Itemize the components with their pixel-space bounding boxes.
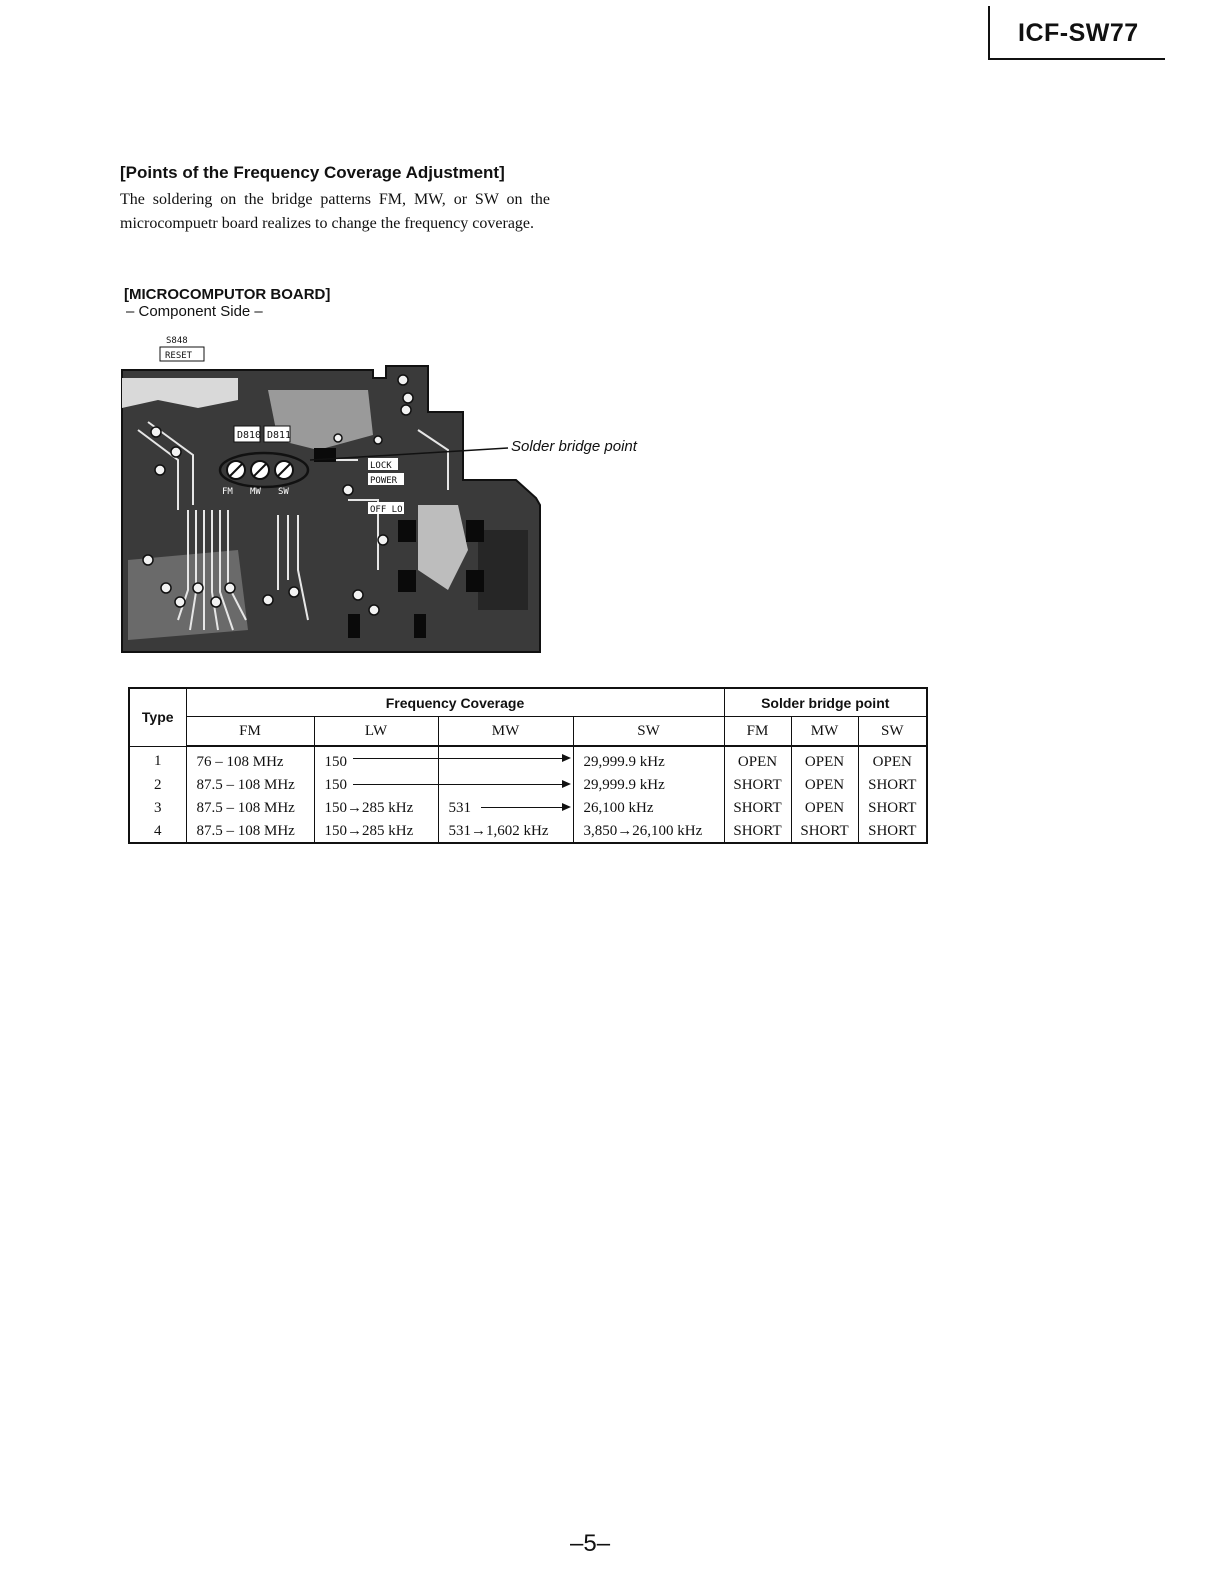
lw-range-cell: 150→285 kHz <box>314 819 438 843</box>
off-lock-label: OFF LO <box>370 505 403 515</box>
board-title: [MICROCOMPUTOR BOARD] <box>124 286 331 303</box>
col-header-mw: MW <box>438 717 573 747</box>
copper-area-bottom-right <box>478 530 528 610</box>
range-arrow-head <box>562 780 571 788</box>
fm-range-cell: 87.5 – 108 MHz <box>186 819 314 843</box>
fm-range-cell: 76 – 108 MHz <box>186 746 314 773</box>
solder-fm-cell: SHORT <box>724 796 791 819</box>
reset-label: RESET <box>165 351 193 361</box>
range-arrow-line <box>439 758 564 759</box>
board-subtitle: – Component Side – <box>126 303 263 320</box>
mw-range-cell <box>438 773 573 796</box>
type-cell: 2 <box>129 773 186 796</box>
model-header-box <box>988 6 1165 60</box>
sw-range-cell: 29,999.9 kHz <box>573 746 724 773</box>
mw-range-cell <box>438 796 573 819</box>
solder-bridge-header: Solder bridge point <box>724 688 927 717</box>
frequency-coverage-header: Frequency Coverage <box>186 688 724 717</box>
section-title: [Points of the Frequency Coverage Adjustment] <box>120 163 505 182</box>
col-header-solder-mw: MW <box>791 717 858 747</box>
table-row <box>129 773 927 796</box>
mw-range-text: 531 <box>448 799 471 816</box>
solder-fm-cell: OPEN <box>724 746 791 773</box>
lw-range-cell <box>314 746 438 773</box>
range-arrow-line <box>481 807 564 808</box>
d810-label: D810 <box>237 430 262 441</box>
fm-bridge-label: FM <box>222 487 233 497</box>
solder-sw-cell: SHORT <box>858 773 927 796</box>
lock-label: LOCK <box>370 461 392 471</box>
mw-range-cell: 531→1,602 kHz <box>438 819 573 843</box>
solder-sw-cell: SHORT <box>858 796 927 819</box>
range-arrow-head <box>562 803 571 811</box>
range-arrow-head <box>562 754 571 762</box>
lw-range-text: 150 <box>324 776 347 793</box>
solder-mw-cell: OPEN <box>791 796 858 819</box>
lw-range-cell: 150→285 kHz <box>314 796 438 819</box>
d811-label: D811 <box>267 430 292 441</box>
table-row <box>129 819 927 843</box>
solder-fm-cell: SHORT <box>724 773 791 796</box>
sw-range-cell: 29,999.9 kHz <box>573 773 724 796</box>
pcb-photo <box>118 330 548 660</box>
section-body: The soldering on the bridge patterns FM, MW, or SW on the microcompuetr board realizes to change the frequency coverage. <box>120 191 550 232</box>
mw-bridge-label: MW <box>250 487 261 497</box>
sw-range-cell: 26,100 kHz <box>573 796 724 819</box>
col-header-lw: LW <box>314 717 438 747</box>
solder-bridge-callout: Solder bridge point <box>511 438 637 455</box>
lw-range-cell <box>314 773 438 796</box>
page-number: –5– <box>570 1530 611 1557</box>
solder-fm-cell: SHORT <box>724 819 791 843</box>
lw-range-text: 150 <box>324 753 347 770</box>
solder-sw-cell: OPEN <box>858 746 927 773</box>
col-header-fm: FM <box>186 717 314 747</box>
table-row <box>129 796 927 819</box>
solder-sw-cell: SHORT <box>858 819 927 843</box>
sw-range-cell: 3,850→26,100 kHz <box>573 819 724 843</box>
range-arrow-line <box>439 784 564 785</box>
fm-range-cell: 87.5 – 108 MHz <box>186 773 314 796</box>
table-row <box>129 746 927 773</box>
fm-range-cell: 87.5 – 108 MHz <box>186 796 314 819</box>
model-number: ICF-SW77 <box>1018 19 1139 47</box>
solder-mw-cell: OPEN <box>791 773 858 796</box>
mw-range-cell <box>438 746 573 773</box>
col-header-sw: SW <box>573 717 724 747</box>
type-cell: 1 <box>129 746 186 773</box>
solder-mw-cell: SHORT <box>791 819 858 843</box>
type-cell: 3 <box>129 796 186 819</box>
solder-mw-cell: OPEN <box>791 746 858 773</box>
sw-bridge-label: SW <box>278 487 289 497</box>
col-header-solder-sw: SW <box>858 717 927 747</box>
type-header: Type <box>129 688 186 746</box>
frequency-coverage-table <box>128 687 928 844</box>
power-label: POWER <box>370 476 398 486</box>
range-arrow-line <box>353 758 438 759</box>
range-arrow-line <box>353 784 438 785</box>
col-header-solder-fm: FM <box>724 717 791 747</box>
switch-ref-label: S848 <box>166 336 188 346</box>
type-cell: 4 <box>129 819 186 843</box>
